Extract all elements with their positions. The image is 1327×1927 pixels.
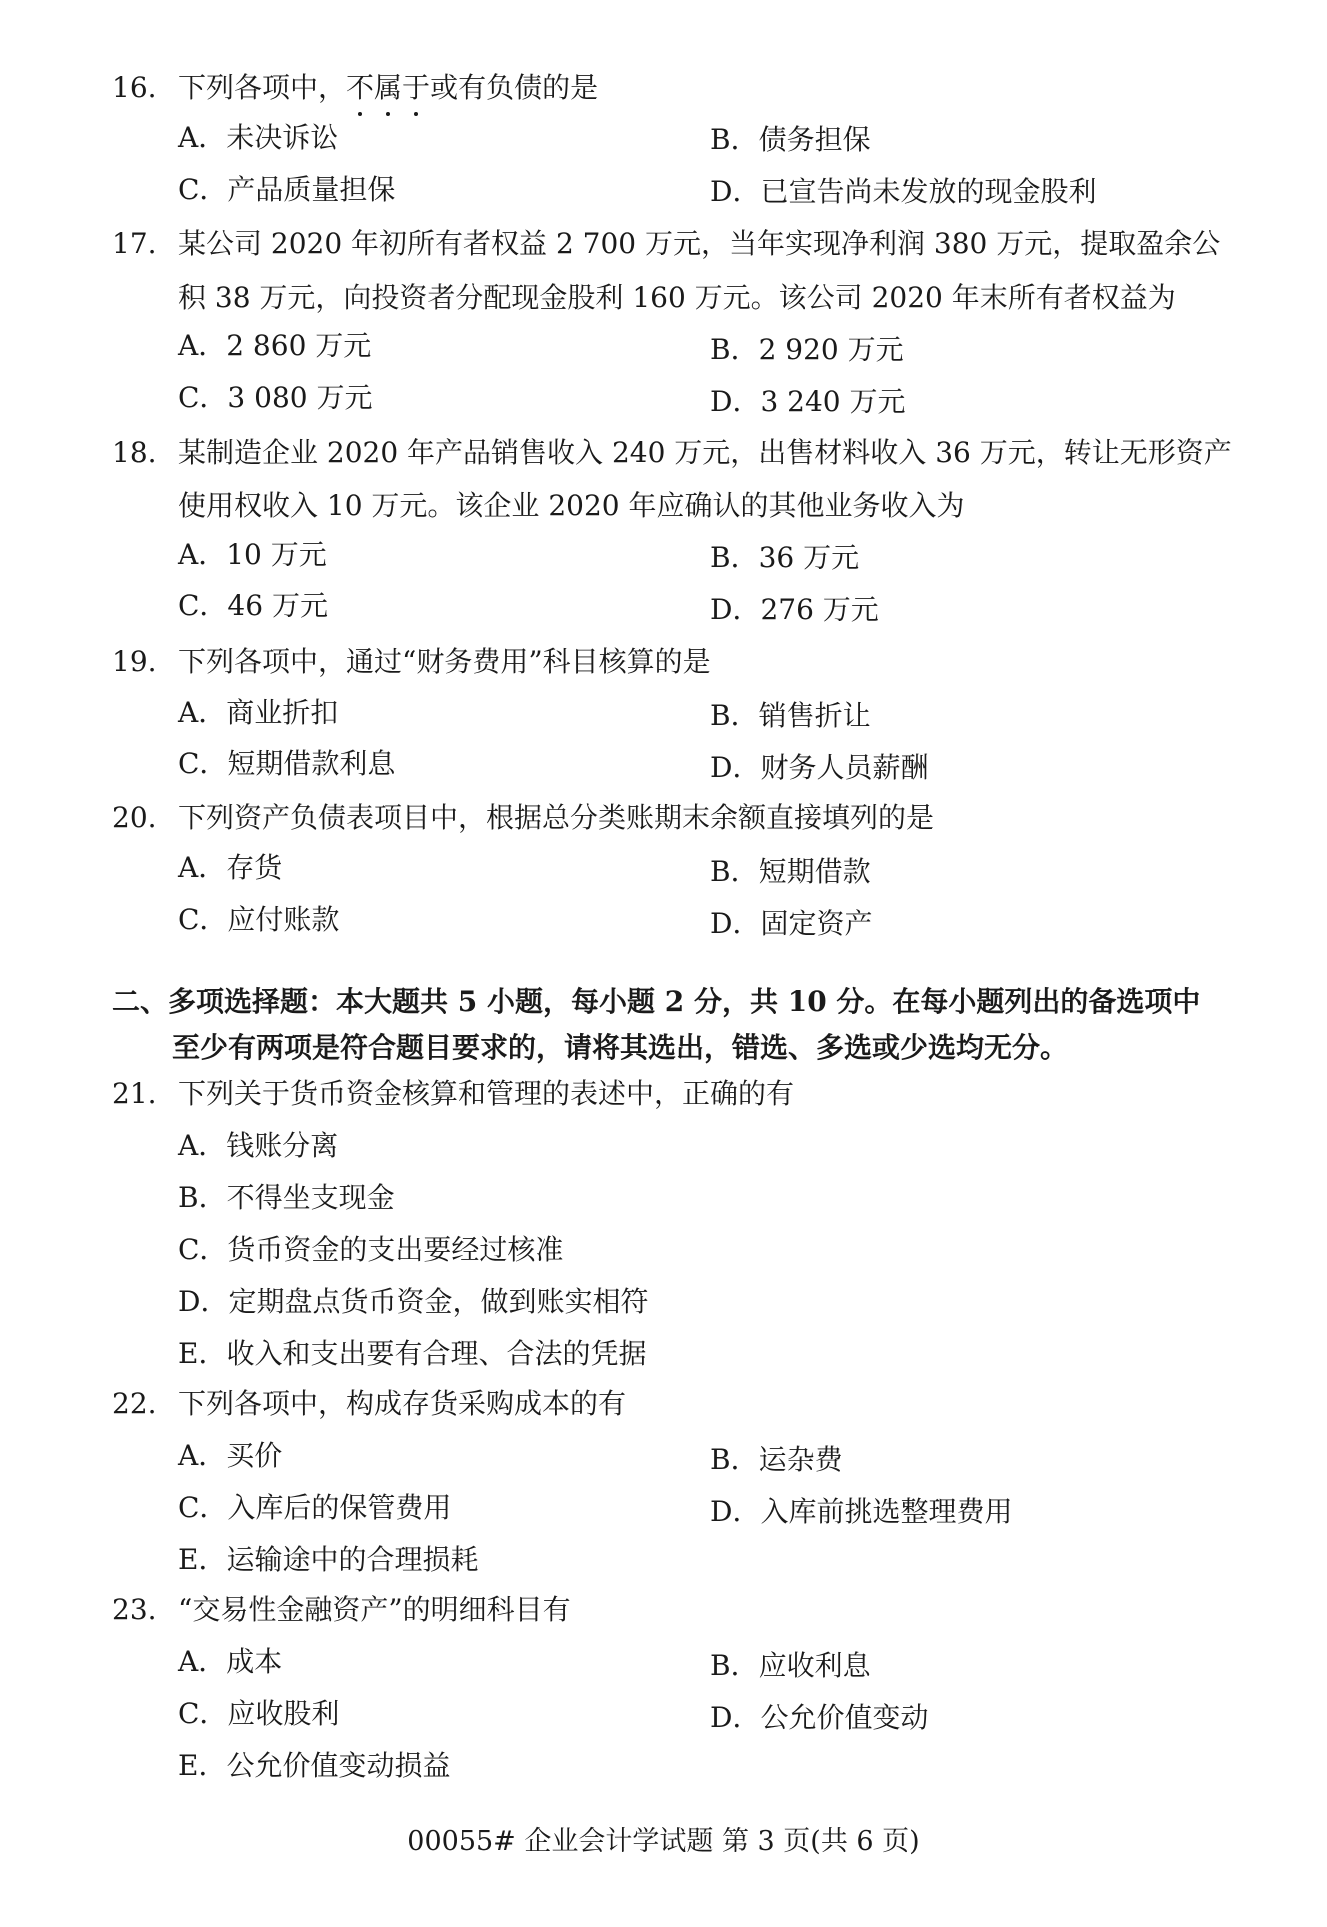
question-stem-cont: 积 38 万元，向投资者分配现金股利 160 万元。该公司 2020 年末所有者权益为 [178, 281, 1176, 314]
question-stem-cont: 使用权收入 10 万元。该企业 2020 年应确认的其他业务收入为 [178, 489, 965, 522]
option-c: C．3 080 万元 [178, 381, 373, 414]
section-heading-cont: 至少有两项是符合题目要求的，请将其选出，错选、多选或少选均无分。 [172, 1031, 1069, 1064]
option-c: C．产品质量担保 [178, 173, 396, 206]
question-number: 16. [112, 71, 157, 104]
question-22 [112, 1384, 626, 1424]
option-a: A．存货 [178, 851, 283, 884]
option-c: C．应收股利 [178, 1697, 340, 1730]
question-stem: 下列各项中，构成存货采购成本的有 [178, 1387, 627, 1420]
option-e: E．公允价值变动损益 [178, 1749, 451, 1782]
page-footer: 00055# 企业会计学试题 第 3 页(共 6 页) [407, 1826, 920, 1857]
option-b: B．运杂费 [710, 1443, 843, 1476]
option-c: C．应付账款 [178, 903, 340, 936]
question-stem: 某公司 2020 年初所有者权益 2 700 万元，当年实现净利润 380 万元，提取盈余公 [178, 227, 1221, 260]
option-a: A．钱账分离 [178, 1129, 339, 1162]
option-d: D．3 240 万元 [710, 385, 906, 418]
question-stem-post: 或有负债的是 [430, 71, 599, 104]
option-c: C．入库后的保管费用 [178, 1491, 452, 1524]
option-b: B．应收利息 [710, 1649, 871, 1682]
emphasis-char: 属 [374, 68, 402, 108]
section-heading: 二、多项选择题：本大题共 5 小题，每小题 2 分，共 10 分。在每小题列出的备选项中 [112, 985, 1201, 1018]
question-stem: 下列关于货币资金核算和管理的表述中，正确的有 [178, 1077, 795, 1110]
question-number: 19. [112, 645, 157, 678]
option-e: E．收入和支出要有合理、合法的凭据 [178, 1337, 647, 1370]
option-a: A．买价 [178, 1439, 283, 1472]
question-number: 21. [112, 1077, 157, 1110]
option-d: D．已宣告尚未发放的现金股利 [710, 175, 1097, 208]
question-stem: 下列资产负债表项目中，根据总分类账期末余额直接填列的是 [178, 801, 935, 834]
option-a: A．10 万元 [178, 538, 327, 571]
question-19 [112, 642, 711, 682]
option-d: D．公允价值变动 [710, 1701, 929, 1734]
option-a: A．商业折扣 [178, 696, 339, 729]
question-number: 22. [112, 1387, 157, 1420]
option-b: B．短期借款 [710, 855, 871, 888]
question-23 [112, 1590, 571, 1630]
question-number: 17. [112, 227, 157, 260]
option-c: C．短期借款利息 [178, 747, 396, 780]
question-17 [112, 224, 1220, 264]
option-b: B．债务担保 [710, 123, 871, 156]
question-16 [112, 68, 598, 108]
option-e: E．运输途中的合理损耗 [178, 1543, 479, 1576]
option-d: D．固定资产 [710, 907, 873, 940]
question-number: 18. [112, 436, 157, 469]
question-stem: 下列各项中，通过“财务费用”科目核算的是 [178, 645, 711, 678]
emphasis-char: 不 [346, 68, 374, 108]
option-c: C．46 万元 [178, 589, 328, 622]
question-stem: “交易性金融资产”的明细科目有 [178, 1593, 571, 1626]
question-21 [112, 1074, 794, 1114]
option-d: D．276 万元 [710, 593, 879, 626]
question-stem: 某制造企业 2020 年产品销售收入 240 万元，出售材料收入 36 万元，转让无形资产 [178, 436, 1232, 469]
option-b: B．不得坐支现金 [178, 1181, 395, 1214]
option-a: A．未决诉讼 [178, 121, 339, 154]
question-20 [112, 798, 934, 838]
option-d: D．定期盘点货币资金，做到账实相符 [178, 1285, 649, 1318]
option-c: C．货币资金的支出要经过核准 [178, 1233, 564, 1266]
option-d: D．入库前挑选整理费用 [710, 1495, 1013, 1528]
option-b: B．2 920 万元 [710, 333, 904, 366]
question-stem-pre: 下列各项中， [178, 71, 347, 104]
question-number: 20. [112, 801, 157, 834]
option-a: A．成本 [178, 1645, 283, 1678]
question-18 [112, 433, 1232, 473]
question-number: 23. [112, 1593, 157, 1626]
emphasis-char: 于 [402, 68, 430, 108]
option-a: A．2 860 万元 [178, 329, 372, 362]
option-d: D．财务人员薪酬 [710, 751, 929, 784]
option-b: B．销售折让 [710, 699, 871, 732]
option-b: B．36 万元 [710, 541, 860, 574]
